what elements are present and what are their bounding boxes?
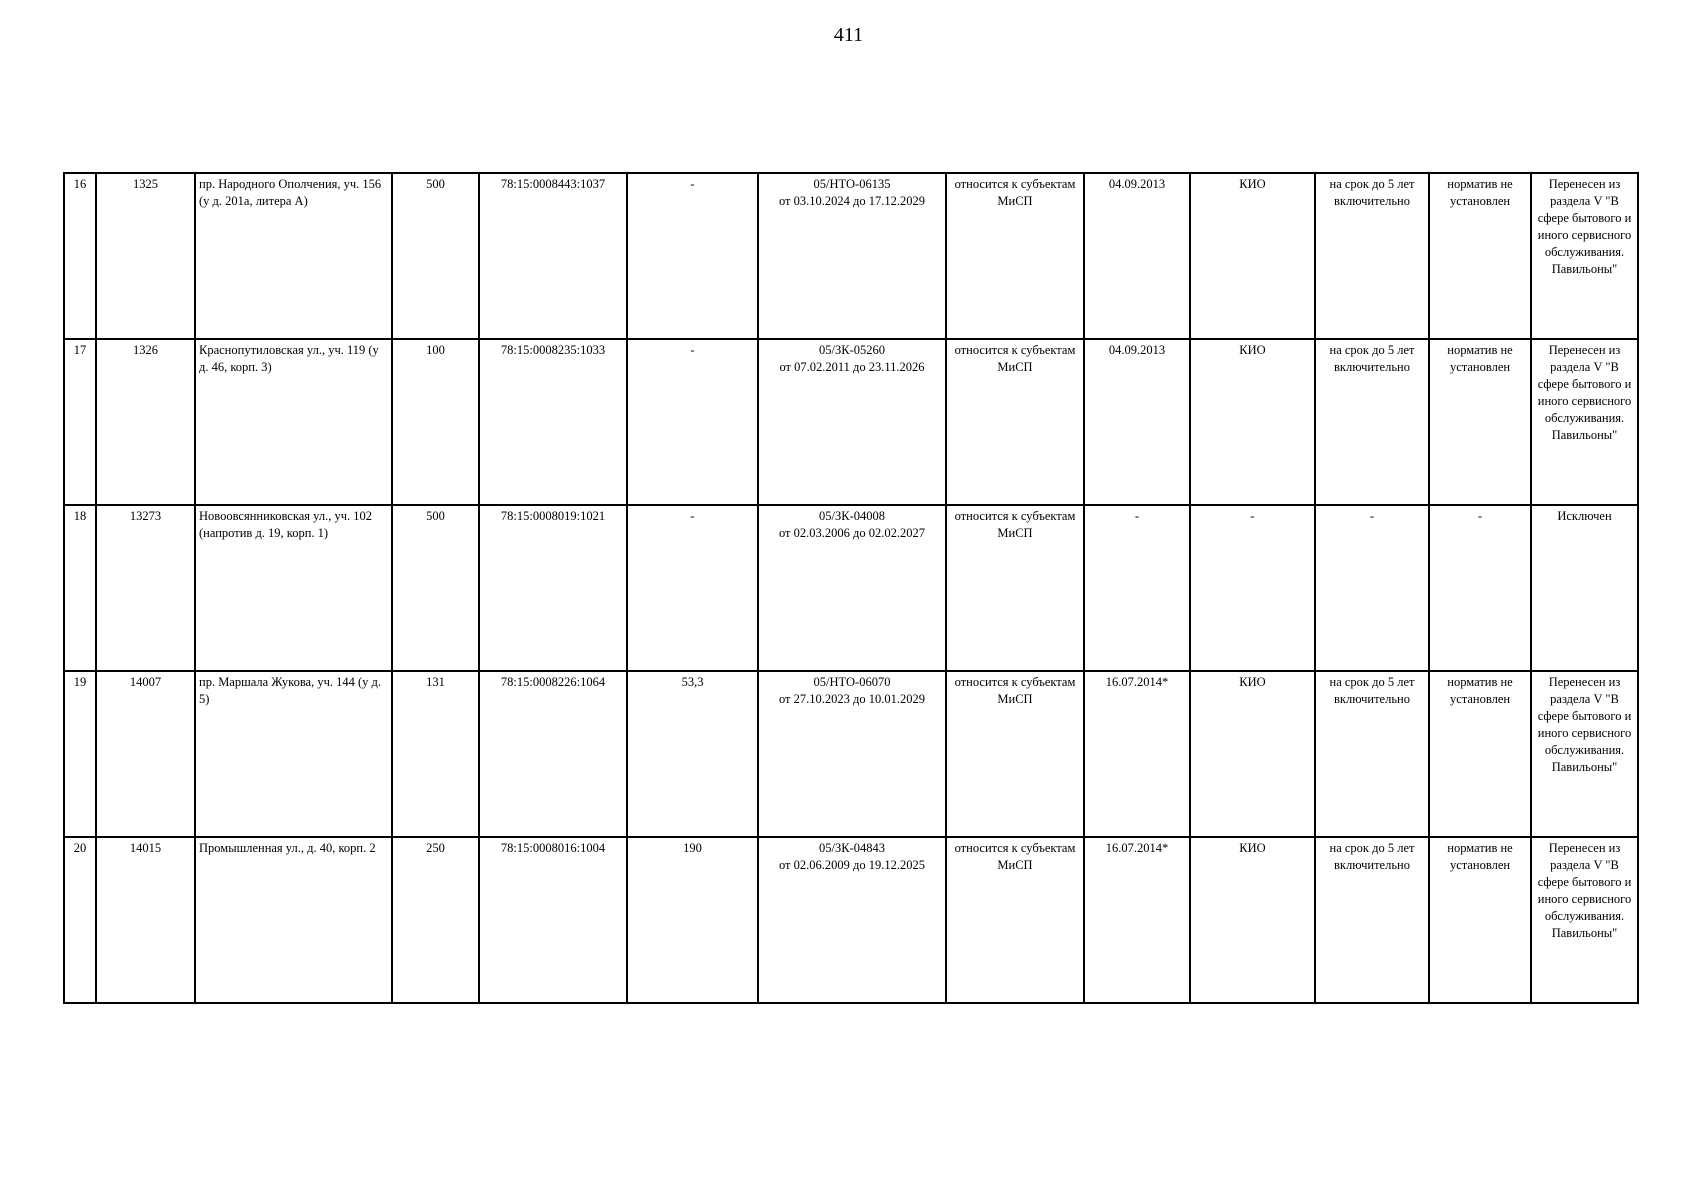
object-id-cell: 1326 [96,339,195,505]
page-number: 411 [833,24,864,46]
occupied-area-cell: 190 [627,837,758,1003]
term-cell: на срок до 5 лет включительно [1315,173,1429,339]
occupied-area-cell: - [627,339,758,505]
agreement-cell: 05/НТО-06135 от 03.10.2024 до 17.12.2029 [758,173,946,339]
cadastral-number-cell: 78:15:0008019:1021 [479,505,627,671]
address-cell: Промышленная ул., д. 40, корп. 2 [195,837,392,1003]
cadastral-number-cell: 78:15:0008226:1064 [479,671,627,837]
area-cell: 500 [392,505,479,671]
term-cell: на срок до 5 лет включительно [1315,339,1429,505]
agreement-cell: 05/ЗК-04843 от 02.06.2009 до 19.12.2025 [758,837,946,1003]
agreement-cell: 05/ЗК-04008 от 02.03.2006 до 02.02.2027 [758,505,946,671]
agreement-cell: 05/НТО-06070 от 27.10.2023 до 10.01.2029 [758,671,946,837]
term-cell: на срок до 5 лет включительно [1315,837,1429,1003]
cadastral-number-cell: 78:15:0008443:1037 [479,173,627,339]
authority-cell: - [1190,505,1315,671]
row-number-cell: 18 [64,505,96,671]
norm-cell: - [1429,505,1531,671]
norm-cell: норматив не установлен [1429,173,1531,339]
area-cell: 500 [392,173,479,339]
object-id-cell: 14015 [96,837,195,1003]
registry-table [63,172,1639,1004]
agreement-cell: 05/ЗК-05260 от 07.02.2011 до 23.11.2026 [758,339,946,505]
msp-cell: относится к субъектам МиСП [946,505,1084,671]
inclusion-date-cell: - [1084,505,1190,671]
inclusion-date-cell: 04.09.2013 [1084,339,1190,505]
inclusion-date-cell: 16.07.2014* [1084,837,1190,1003]
note-cell: Перенесен из раздела V "В сфере бытового и иного сервисного обслуживания. Павильоны" [1531,671,1638,837]
row-number-cell: 19 [64,671,96,837]
term-cell: на срок до 5 лет включительно [1315,671,1429,837]
object-id-cell: 1325 [96,173,195,339]
inclusion-date-cell: 16.07.2014* [1084,671,1190,837]
table-row [64,505,1638,671]
area-cell: 250 [392,837,479,1003]
note-cell: Перенесен из раздела V "В сфере бытового и иного сервисного обслуживания. Павильоны" [1531,339,1638,505]
note-cell: Исключен [1531,505,1638,671]
authority-cell: КИО [1190,837,1315,1003]
authority-cell: КИО [1190,339,1315,505]
cadastral-number-cell: 78:15:0008016:1004 [479,837,627,1003]
table-row [64,837,1638,1003]
table-row [64,671,1638,837]
address-cell: пр. Маршала Жукова, уч. 144 (у д. 5) [195,671,392,837]
term-cell: - [1315,505,1429,671]
row-number-cell: 20 [64,837,96,1003]
norm-cell: норматив не установлен [1429,837,1531,1003]
row-number-cell: 17 [64,339,96,505]
msp-cell: относится к субъектам МиСП [946,173,1084,339]
msp-cell: относится к субъектам МиСП [946,837,1084,1003]
table-row [64,173,1638,339]
norm-cell: норматив не установлен [1429,339,1531,505]
norm-cell: норматив не установлен [1429,671,1531,837]
address-cell: Краснопутиловская ул., уч. 119 (у д. 46, корп. 3) [195,339,392,505]
table-row [64,339,1638,505]
object-id-cell: 13273 [96,505,195,671]
cadastral-number-cell: 78:15:0008235:1033 [479,339,627,505]
authority-cell: КИО [1190,671,1315,837]
row-number-cell: 16 [64,173,96,339]
inclusion-date-cell: 04.09.2013 [1084,173,1190,339]
area-cell: 131 [392,671,479,837]
object-id-cell: 14007 [96,671,195,837]
occupied-area-cell: 53,3 [627,671,758,837]
occupied-area-cell: - [627,505,758,671]
address-cell: пр. Народного Ополчения, уч. 156 (у д. 201а, литера А) [195,173,392,339]
note-cell: Перенесен из раздела V "В сфере бытового и иного сервисного обслуживания. Павильоны" [1531,837,1638,1003]
msp-cell: относится к субъектам МиСП [946,671,1084,837]
msp-cell: относится к субъектам МиСП [946,339,1084,505]
area-cell: 100 [392,339,479,505]
table-body [64,173,1638,1003]
note-cell: Перенесен из раздела V "В сфере бытового и иного сервисного обслуживания. Павильоны" [1531,173,1638,339]
occupied-area-cell: - [627,173,758,339]
authority-cell: КИО [1190,173,1315,339]
address-cell: Новоовсянниковская ул., уч. 102 (напротив д. 19, корп. 1) [195,505,392,671]
